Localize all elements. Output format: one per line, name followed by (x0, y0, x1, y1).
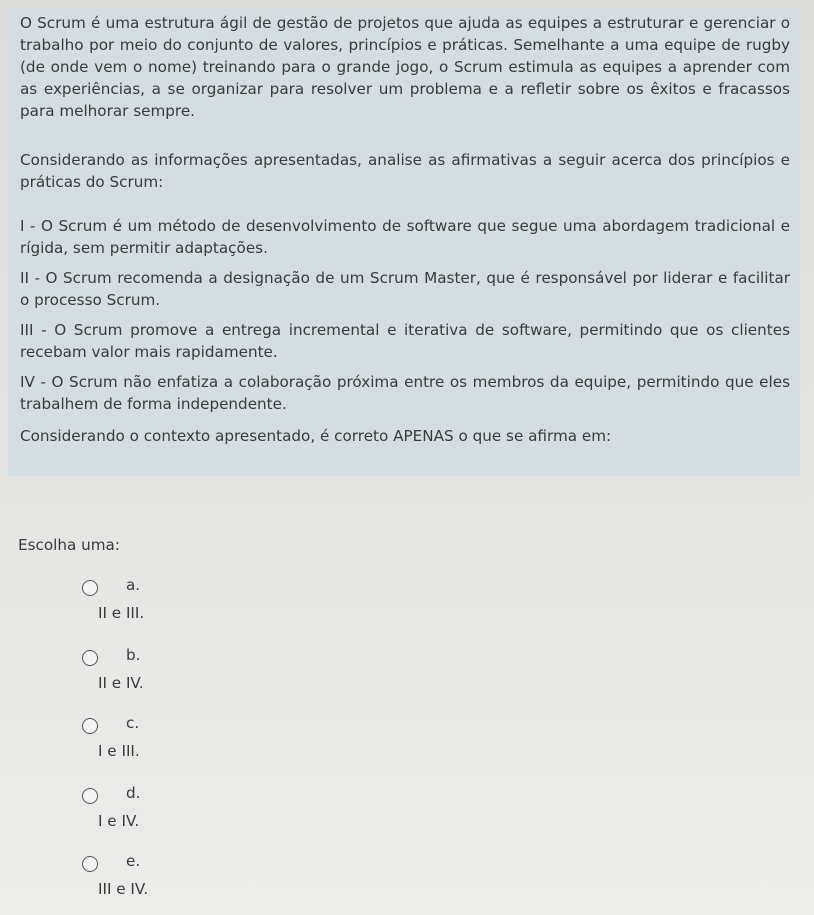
option-e[interactable] (82, 852, 382, 912)
option-a[interactable] (82, 576, 382, 636)
question-prompt: Considerando as informações apresentadas, analise as afirmativas a seguir acerca dos princípios e práticas do Scrum: (20, 151, 790, 191)
option-text: II e III. (98, 604, 145, 622)
question-box (8, 8, 800, 476)
option-letter: a. (126, 576, 141, 594)
option-c[interactable] (82, 714, 382, 774)
option-text: I e III. (98, 742, 140, 760)
radio-e[interactable] (82, 856, 98, 872)
option-text: II e IV. (98, 674, 144, 692)
option-text: III e IV. (98, 880, 149, 898)
option-text: I e IV. (98, 812, 140, 830)
option-d[interactable] (82, 784, 382, 844)
option-letter: d. (126, 784, 141, 802)
radio-b[interactable] (82, 650, 98, 666)
statement-1: I - O Scrum é um método de desenvolvimento de software que segue uma abordagem tradicional e rígida, sem permitir adaptações. (20, 217, 790, 257)
choose-label: Escolha uma: (18, 536, 120, 554)
radio-d[interactable] (82, 788, 98, 804)
statement-2: II - O Scrum recomenda a designação de um Scrum Master, que é responsável por liderar e facilitar o processo Scrum. (20, 269, 790, 309)
option-letter: e. (126, 852, 141, 870)
option-letter: c. (126, 714, 140, 732)
option-b[interactable] (82, 646, 382, 706)
radio-a[interactable] (82, 580, 98, 596)
statement-4: IV - O Scrum não enfatiza a colaboração próxima entre os membros da equipe, permitindo que eles trabalhem de forma independente. (20, 373, 790, 413)
statement-3: III - O Scrum promove a entrega incremental e iterativa de software, permitindo que os clientes recebam valor mais rapidamente. (20, 321, 790, 361)
question-final: Considerando o contexto apresentado, é correto APENAS o que se afirma em: (20, 427, 612, 445)
question-intro: O Scrum é uma estrutura ágil de gestão de projetos que ajuda as equipes a estruturar e gerenciar o trabalho por meio do conjunto de valores, princípios e práticas. Semelhante a uma equipe de rugby (de onde vem o nome) treinando para o grande jogo, o Scrum estimula as equipes a aprender com as experiências, a se organizar para resolver um problema e a refletir sobre os êxitos e fracassos para melhorar sempre. (20, 14, 790, 120)
option-letter: b. (126, 646, 141, 664)
radio-c[interactable] (82, 718, 98, 734)
